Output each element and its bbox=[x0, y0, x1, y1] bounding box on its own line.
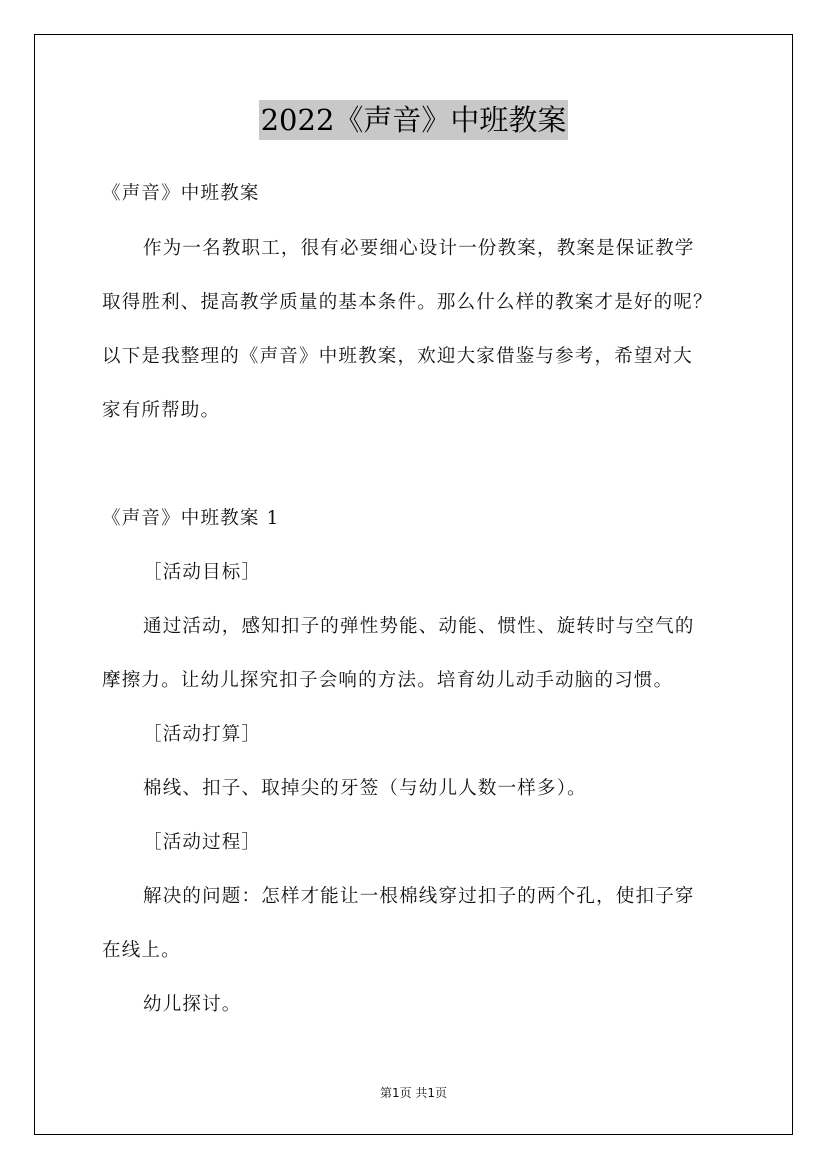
section-title: 《声音》中班教案 1 bbox=[102, 508, 280, 529]
intro-line: 取得胜利、提高教学质量的基本条件。那么什么样的教案才是好的呢？ bbox=[102, 292, 713, 313]
goal-line: 通过活动，感知扣子的弹性势能、动能、惯性、旋转时与空气的 bbox=[143, 616, 695, 637]
intro-line: 作为一名教职工，很有必要细心设计一份教案，教案是保证教学 bbox=[143, 238, 695, 259]
document-title: 2022《声音》中班教案 bbox=[259, 100, 569, 140]
prep-heading: ［活动打算］ bbox=[143, 724, 262, 745]
intro-line: 以下是我整理的《声音》中班教案，欢迎大家借鉴与参考，希望对大 bbox=[102, 346, 694, 367]
goal-heading: ［活动目标］ bbox=[143, 562, 262, 583]
prep-text: 棉线、扣子、取掉尖的牙签（与幼儿人数一样多）。 bbox=[143, 778, 587, 799]
title-container bbox=[0, 100, 827, 140]
goal-line: 摩擦力。让幼儿探究扣子会响的方法。培育幼儿动手动脑的习惯。 bbox=[102, 670, 674, 691]
explore-text: 幼儿探讨。 bbox=[143, 994, 242, 1015]
intro-line: 家有所帮助。 bbox=[102, 400, 221, 421]
page-footer: 第1页 共1页 bbox=[379, 1086, 448, 1100]
process-line: 解决的问题：怎样才能让一根棉线穿过扣子的两个孔，使扣子穿 bbox=[143, 886, 695, 907]
process-line: 在线上。 bbox=[102, 940, 181, 961]
document-subtitle: 《声音》中班教案 bbox=[102, 183, 260, 204]
process-heading: ［活动过程］ bbox=[143, 832, 262, 853]
